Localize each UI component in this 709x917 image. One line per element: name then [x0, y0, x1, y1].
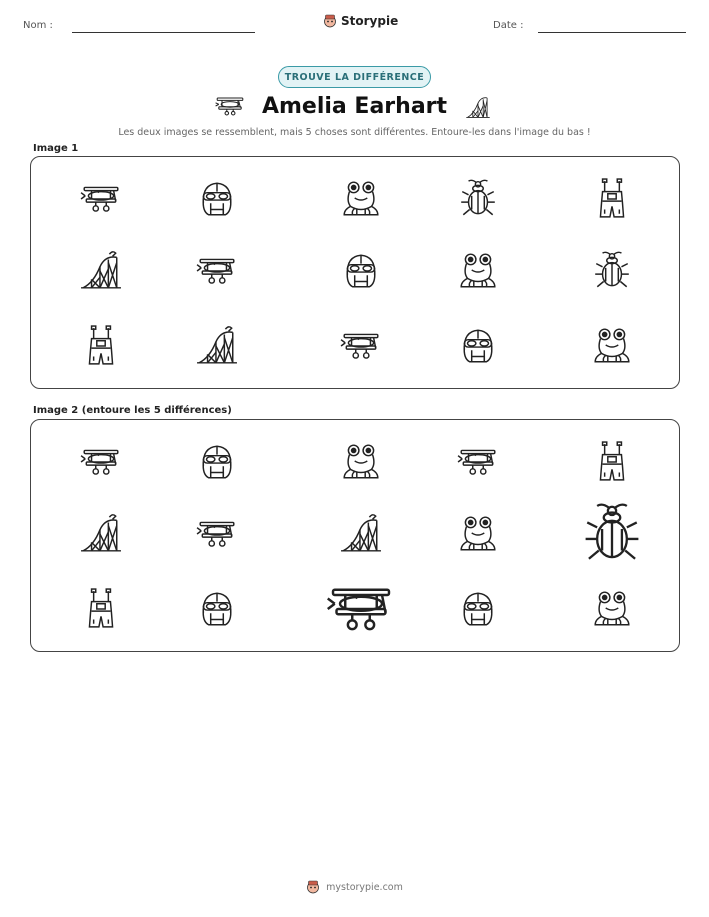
roller-coaster-icon[interactable]	[80, 513, 122, 555]
aviator-helmet-icon[interactable]	[457, 588, 499, 630]
aviator-helmet-icon[interactable]	[196, 588, 238, 630]
biplane-icon[interactable]	[326, 574, 396, 644]
footer-url[interactable]: mystorypie.com	[326, 881, 403, 893]
image1-label: Image 1	[33, 143, 79, 154]
aviator-helmet-icon[interactable]	[457, 325, 499, 367]
biplane-icon[interactable]	[340, 325, 382, 367]
activity-badge: TROUVE LA DIFFÉRENCE	[278, 66, 431, 88]
beetle-icon[interactable]	[457, 178, 499, 220]
instructions: Les deux images se ressemblent, mais 5 choses sont différentes. Entoure-les dans l'image du bas !	[118, 127, 591, 138]
frog-icon[interactable]	[340, 178, 382, 220]
overalls-icon[interactable]	[591, 178, 633, 220]
roller-coaster-icon[interactable]	[80, 250, 122, 292]
storypie-mascot-icon	[323, 14, 337, 28]
aviator-helmet-icon[interactable]	[196, 178, 238, 220]
biplane-icon[interactable]	[80, 178, 122, 220]
name-line[interactable]	[72, 32, 255, 33]
frog-icon[interactable]	[591, 588, 633, 630]
frog-icon[interactable]	[457, 513, 499, 555]
biplane-icon[interactable]	[196, 250, 238, 292]
beetle-icon[interactable]	[579, 501, 645, 567]
roller-coaster-icon[interactable]	[340, 513, 382, 555]
title-roller-coaster-icon	[465, 94, 491, 124]
beetle-icon[interactable]	[591, 250, 633, 292]
image2-label: Image 2 (entoure les 5 différences)	[33, 405, 232, 416]
aviator-helmet-icon[interactable]	[340, 250, 382, 292]
roller-coaster-icon[interactable]	[196, 325, 238, 367]
frog-icon[interactable]	[340, 441, 382, 483]
footer	[0, 880, 709, 894]
image1-panel	[30, 156, 680, 389]
frog-icon[interactable]	[457, 250, 499, 292]
storypie-mascot-icon	[306, 880, 320, 894]
biplane-icon[interactable]	[80, 441, 122, 483]
overalls-icon[interactable]	[591, 441, 633, 483]
overalls-icon[interactable]	[80, 325, 122, 367]
brand-name: Storypie	[341, 14, 399, 28]
frog-icon[interactable]	[591, 325, 633, 367]
date-line[interactable]	[538, 32, 686, 33]
image2-panel	[30, 419, 680, 652]
storypie-logo	[323, 14, 398, 28]
page-title: Amelia Earhart	[261, 94, 448, 119]
date-label: Date :	[493, 20, 524, 31]
biplane-icon[interactable]	[457, 441, 499, 483]
name-label: Nom :	[23, 20, 53, 31]
overalls-icon[interactable]	[80, 588, 122, 630]
aviator-helmet-icon[interactable]	[196, 441, 238, 483]
biplane-icon[interactable]	[196, 513, 238, 555]
